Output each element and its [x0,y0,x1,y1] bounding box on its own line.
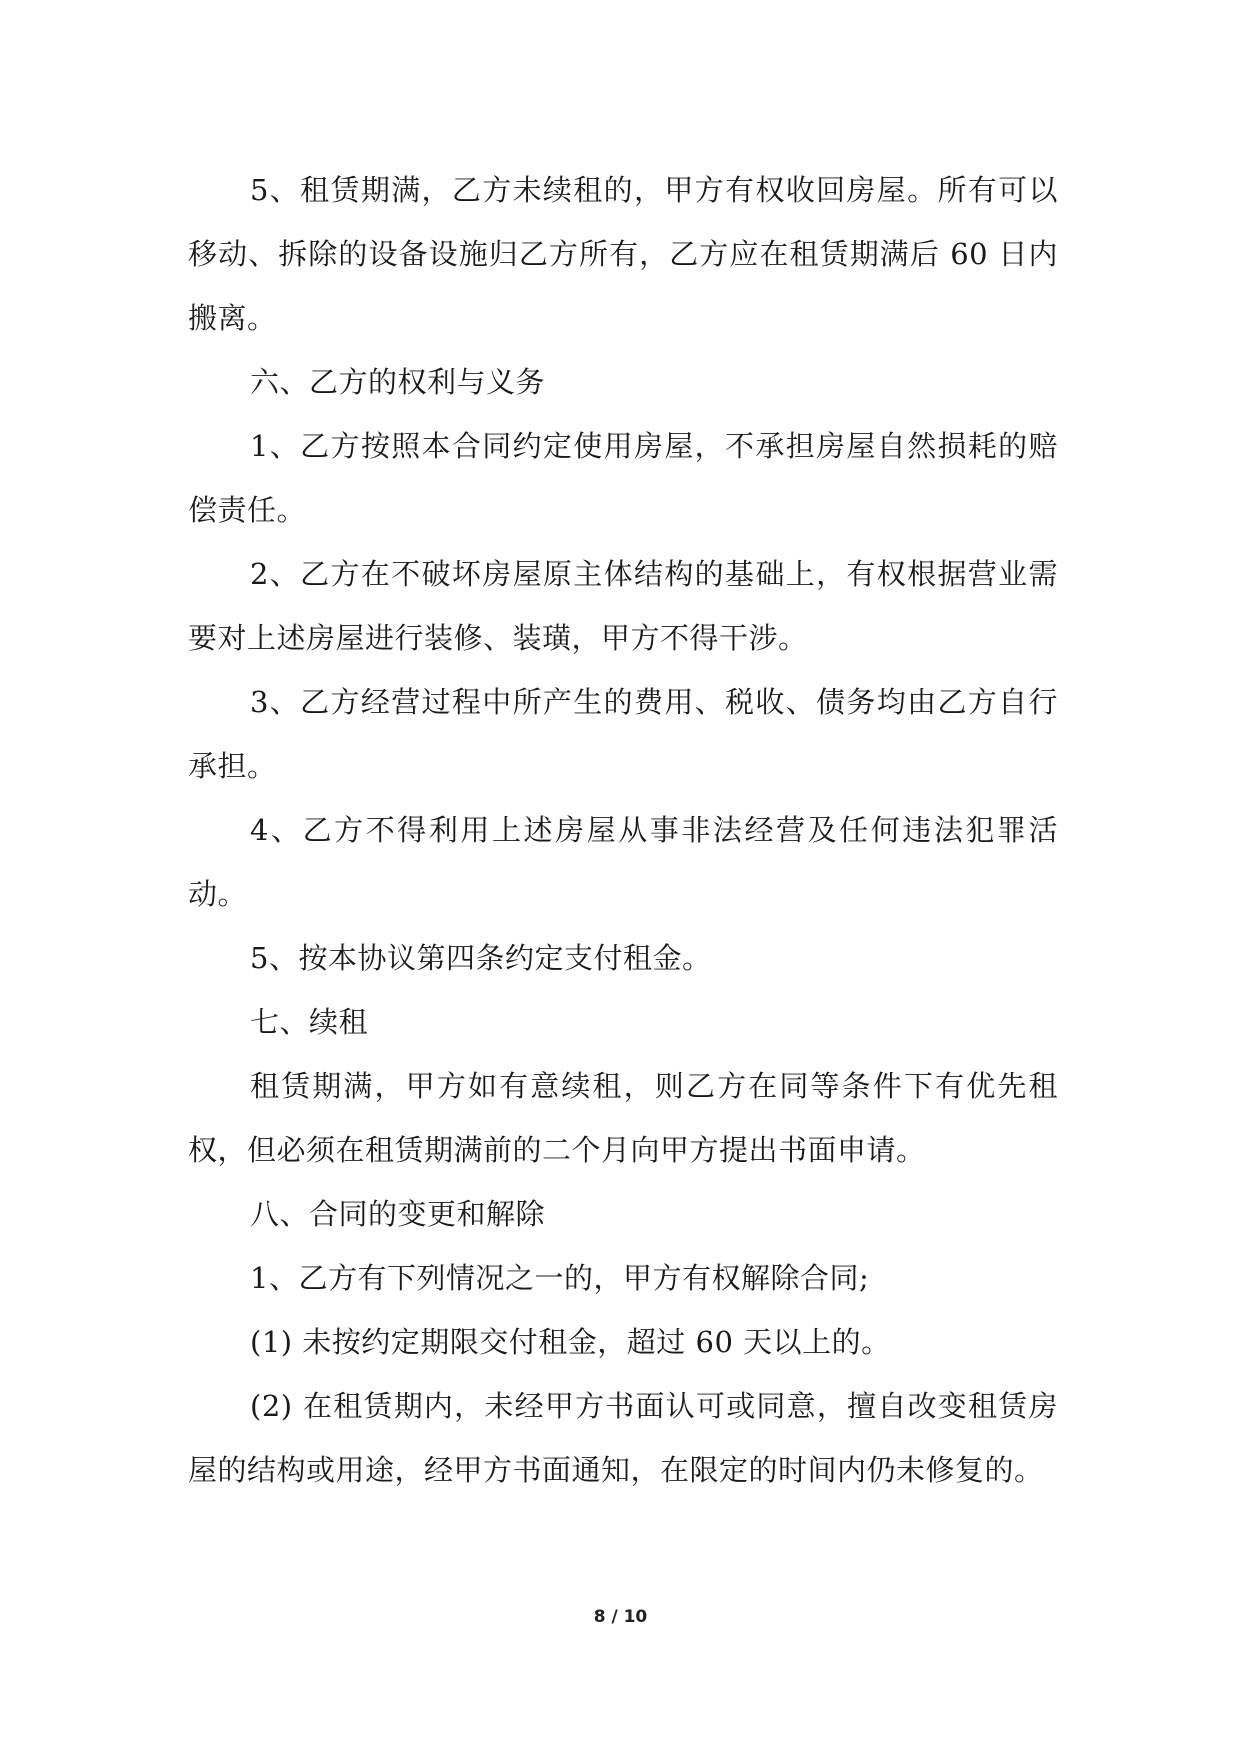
paragraph-clause-6-4: 4、乙方不得利用上述房屋从事非法经营及任何违法犯罪活动。 [188,813,1058,911]
paragraph-clause-6-2: 2、乙方在不破坏房屋原主体结构的基础上，有权根据营业需要对上述房屋进行装修、装璜，甲方不得干涉。 [188,557,1058,655]
page-number: 8 / 10 [593,1607,648,1627]
paragraph-clause-6-3: 3、乙方经营过程中所产生的费用、税收、债务均由乙方自行承担。 [188,685,1058,783]
section-heading-6: 六、乙方的权利与义务 [250,365,546,399]
paragraph-clause-6-5: 5、按本协议第四条约定支付租金。 [250,941,712,975]
document-body [188,158,1058,1502]
paragraph-clause-8-1-item-1: (1) 未按约定期限交付租金，超过 60 天以上的。 [250,1325,891,1359]
paragraph-renewal: 租赁期满，甲方如有意续租，则乙方在同等条件下有优先租权，但必须在租赁期满前的二个月向甲方提出书面申请。 [188,1069,1058,1167]
paragraph-clause-5-lease-expiry: 5、租赁期满，乙方未续租的，甲方有权收回房屋。所有可以移动、拆除的设备设施归乙方所有，乙方应在租赁期满后 60 日内搬离。 [188,173,1058,335]
section-heading-7: 七、续租 [250,1005,369,1039]
paragraph-clause-8-1-item-2: (2) 在租赁期内，未经甲方书面认可或同意，擅自改变租赁房屋的结构或用途，经甲方书面通知，在限定的时间内仍未修复的。 [188,1389,1058,1487]
paragraph-clause-8-1: 1、乙方有下列情况之一的，甲方有权解除合同; [250,1261,870,1295]
section-heading-8: 八、合同的变更和解除 [250,1197,546,1231]
paragraph-clause-6-1: 1、乙方按照本合同约定使用房屋，不承担房屋自然损耗的赔偿责任。 [188,429,1058,527]
